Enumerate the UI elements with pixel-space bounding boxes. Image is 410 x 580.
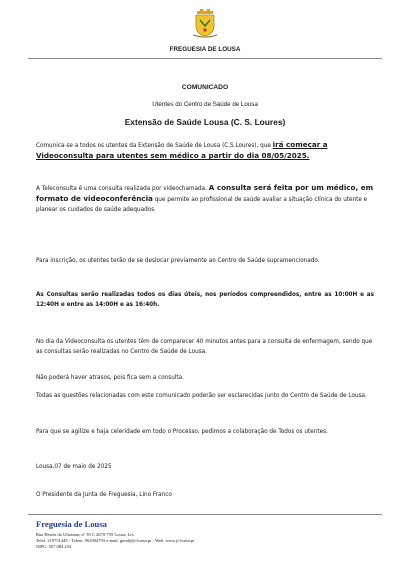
paragraph-comparencia: No dia da Videoconsulta os utentes têm de comparecer 40 minutos antes para a consulta de enfermagem, sendo que as consultas serão realizadas no Centro de Saúde de Lousa.	[36, 339, 373, 355]
parish-coat-of-arms-icon	[192, 8, 218, 38]
footer-address: Rua Heróis do Ultramar, nº 39 C 2670-759 Lousa, Lrs	[36, 532, 134, 537]
teleconsulta-highlight: A consulta será feita por um médico, em formato de videoconferência	[36, 183, 374, 203]
paragraph-announcement	[36, 140, 374, 162]
paragraph-questoes: Todas as questões relacionadas com este comunicado poderão ser esclarecidas junto do Centro de Saúde de Lousa.	[36, 393, 367, 399]
announcement-text: Comunica-se a todos os utentes da Extensão de Saúde de Lousa (C.S.Loures), que	[36, 143, 273, 149]
header-divider	[28, 58, 382, 59]
notice-heading: COMUNICADO	[181, 84, 229, 91]
teleconsulta-text: A Teleconsulta é uma consulta realizada por videochamada.	[36, 186, 209, 192]
paragraph-horario: As Consultas serão realizadas todos os dias úteis, nos períodos compreendidos, entre as 10:00H e as 12:40H e entre as 14:00H e as 16:40h.	[36, 292, 374, 308]
footer-divider	[28, 514, 382, 515]
date-line: Lousa,07 de maio de 2025	[36, 464, 112, 470]
notice-subheading: Utentes do Centro de Saúde de Lousa	[152, 101, 258, 108]
org-name: FREGUESIA DE LOUSA	[169, 46, 241, 53]
footer-contacts: Telef. 219751445 - Telem. 962904793 e-mail. geral@jf-lousa.pt - Web. www.jf-lousa.pt	[36, 538, 195, 543]
paragraph-colaboracao: Para que se agilize e haja celeridade em todo o Processo, pedimos a colaboração de Todos os utentes.	[36, 429, 328, 435]
notice-title: Extensão de Saúde Lousa (C. S. Loures)	[124, 117, 286, 127]
paragraph-teleconsulta	[36, 183, 374, 215]
paragraph-atrasos: Não poderá haver atrasos, pois fica sem a consulta.	[36, 375, 184, 381]
paragraph-inscricao: Para inscrição, os utentes terão de se deslocar previamente ao Centro de Saúde supramencionado.	[36, 258, 320, 264]
footer-org-name: Freguesia de Lousa	[36, 519, 107, 529]
announcement-highlight: irá começar a Videoconsulta para utentes sem médico a partir do dia 08/05/2025.	[36, 140, 328, 160]
footer-nipc: NIPC: 507 084 233	[36, 544, 72, 549]
signature-line: O Presidente da Junta de Freguesia, Lino Franco	[36, 492, 172, 498]
teleconsulta-tail: que permite ao profissional de saúde avaliar a situação clínica do utente e planear os cuidados de saúde adequados.	[36, 197, 368, 213]
